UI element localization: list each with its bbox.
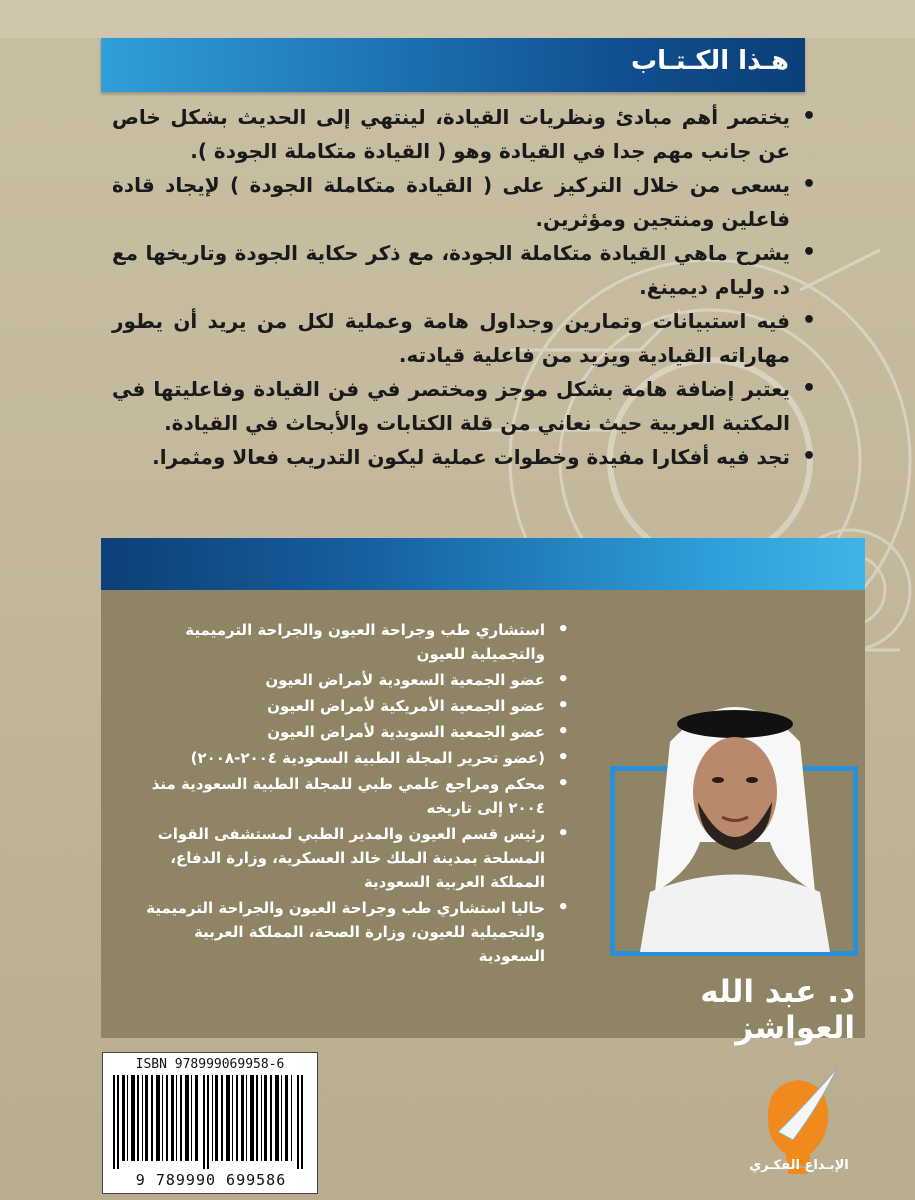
about-book-banner: [101, 38, 805, 92]
author-photo: [630, 682, 840, 952]
list-item: • يسعى من خلال التركيز على ( القيادة متكاملة الجودة ) لإيجاد قادة فاعلين ومنتجين ومؤثرين.: [112, 168, 816, 236]
list-item: • تجد فيه أفكارا مفيدة وخطوات عملية ليكون التدريب فعالا ومثمرا.: [112, 440, 816, 474]
top-strip: [0, 0, 915, 38]
author-bio-list: [145, 618, 575, 970]
list-item: • يعتبر إضافة هامة بشكل موجز ومختصر في فن القيادة وفاعليتها في المكتبة العربية حيث نعاني من قلة الكتابات والأبحاث في القيادة.: [112, 372, 816, 440]
barcode-bars: [113, 1075, 307, 1169]
publisher-name: الإبـداع الفكـري: [749, 1158, 849, 1173]
list-item: • يختصر أهم مبادئ ونظريات القيادة، لينتهي إلى الحديث بشكل خاص عن جانب مهم جدا في القيادة وهو ( القيادة متكاملة الجودة ).: [112, 100, 816, 168]
list-item: • عضو الجمعية السويدية لأمراض العيون: [145, 720, 575, 744]
list-item: • حاليا استشاري طب وجراحة العيون والجراحة الترميمية والتجميلية للعيون، وزارة الصحة، المملكة العربية السعودية: [145, 896, 575, 968]
list-item: • عضو الجمعية الأمريكية لأمراض العيون: [145, 694, 575, 718]
about-book-title: هـذا الكـتـاب: [631, 46, 789, 76]
list-item: • يشرح ماهي القيادة متكاملة الجودة، مع ذكر حكاية الجودة وتاريخها مع د. وليام ديمينغ.: [112, 236, 816, 304]
list-item: • (عضو تحرير المجلة الطبية السعودية ٢٠٠٤-٢٠٠٨): [145, 746, 575, 770]
list-item: • محكم ومراجع علمي طبي للمجلة الطبية السعودية منذ ٢٠٠٤ إلى تاريخه: [145, 772, 575, 820]
isbn-barcode: [102, 1052, 318, 1194]
about-book-list: [112, 100, 816, 474]
isbn-digits: 9 789990 699586: [135, 1171, 287, 1189]
list-item: • رئيس قسم العيون والمدير الطبي لمستشفى القوات المسلحة بمدينة الملك خالد العسكرية، وزارة الدفاع، المملكة العربية السعودية: [145, 822, 575, 894]
list-item: • فيه استبيانات وتمارين وجداول هامة وعملية لكل من يريد أن يطور مهاراته القيادية ويزيد من فاعلية قيادته.: [112, 304, 816, 372]
list-item: • استشاري طب وجراحة العيون والجراحة الترميمية والتجميلية للعيون: [145, 618, 575, 666]
author-banner: [101, 538, 865, 590]
list-item: • عضو الجمعية السعودية لأمراض العيون: [145, 668, 575, 692]
isbn-label: ISBN 978999069958-6: [135, 1057, 285, 1072]
author-name: د. عبد الله العواشز: [700, 974, 855, 1046]
